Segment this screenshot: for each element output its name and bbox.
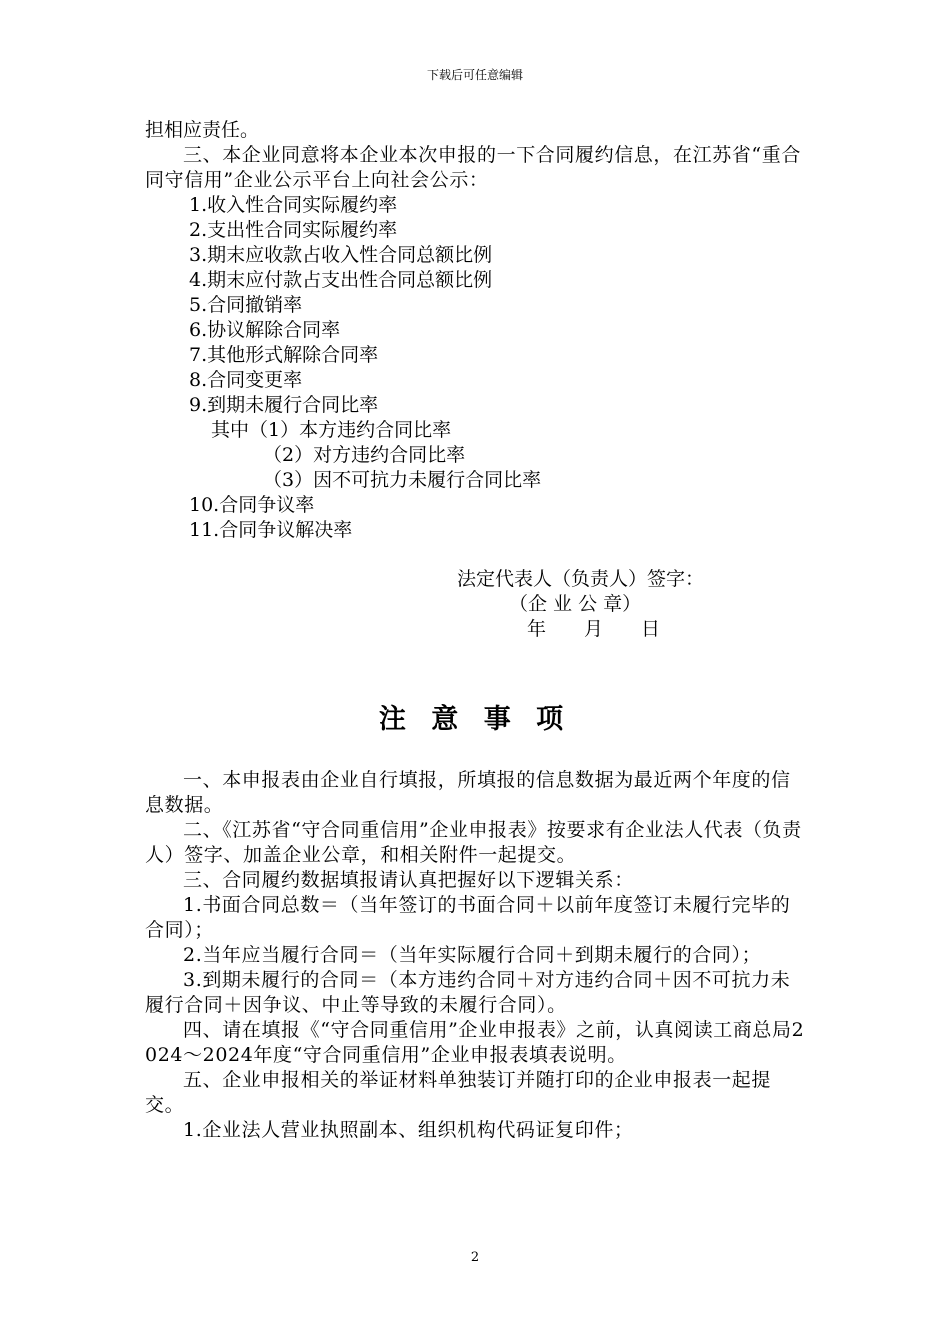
list-item: 9.到期未履行合同比率 bbox=[189, 394, 379, 416]
signature-label: 法定代表人（负责人）签字： bbox=[457, 568, 705, 590]
list-item: 7.其他形式解除合同率 bbox=[189, 344, 379, 366]
header-note: 下载后可任意编辑 bbox=[426, 68, 523, 82]
notice-paragraph: 二、《江苏省“守合同重信用”企业申报表》按要求有企业法人代表（负责人）签字、加盖企业公章，和相关附件一起提交。 bbox=[145, 819, 802, 866]
notice-paragraph: 三、合同履约数据填报请认真把握好以下逻辑关系： bbox=[183, 869, 634, 891]
notice-paragraph: 四、请在填报《“守合同重信用”企业申报表》之前，认真阅读工商总局2024～2024年度“守合同重信用”企业申报表填表说明。 bbox=[145, 1019, 805, 1066]
notice-paragraph: 五、企业申报相关的举证材料单独装订并随打印的企业申报表一起提交。 bbox=[145, 1069, 772, 1116]
list-item: 2.支出性合同实际履约率 bbox=[189, 219, 398, 241]
date-label: 年 月 日 bbox=[527, 618, 661, 640]
notice-title: 注 意 事 项 bbox=[378, 704, 572, 735]
list-item: 10.合同争议率 bbox=[189, 494, 315, 516]
company-seal-label: （企 业 公 章） bbox=[509, 593, 642, 615]
notice-paragraph: 3.到期未履行的合同＝（本方违约合同＋对方违约合同＋因不可抗力未履行合同＋因争议、中止等导致的未履行合同）。 bbox=[145, 969, 791, 1016]
page-number: 2 bbox=[470, 1250, 480, 1265]
signature-block bbox=[145, 567, 805, 643]
list-item: 5.合同撤销率 bbox=[189, 294, 303, 316]
list-item: 1.收入性合同实际履约率 bbox=[189, 194, 398, 216]
paragraph-publicity-consent: 三、本企业同意将本企业本次申报的一下合同履约信息，在江苏省“重合同守信用”企业公示平台上向社会公示： bbox=[145, 144, 801, 191]
list-item: 3.期末应收款占收入性合同总额比例 bbox=[189, 244, 493, 266]
notice-paragraph: 1.企业法人营业执照副本、组织机构代码证复印件； bbox=[183, 1119, 634, 1141]
document-body bbox=[145, 118, 805, 1143]
sub-list-item: （2）对方违约合同比率 bbox=[263, 444, 466, 466]
notice-paragraph: 2.当年应当履行合同＝（当年实际履行合同＋到期未履行的合同）； bbox=[183, 944, 762, 966]
list-item: 4.期末应付款占支出性合同总额比例 bbox=[189, 269, 493, 291]
notice-paragraph: 一、本申报表由企业自行填报，所填报的信息数据为最近两个年度的信息数据。 bbox=[145, 769, 791, 816]
sub-list-item: 其中（1）本方违约合同比率 bbox=[211, 419, 452, 441]
list-item: 6.协议解除合同率 bbox=[189, 319, 341, 341]
sub-list-item: （3）因不可抗力未履行合同比率 bbox=[263, 469, 542, 491]
notice-paragraph: 1.书面合同总数＝（当年签订的书面合同＋以前年度签订未履行完毕的合同）； bbox=[145, 894, 791, 941]
list-item: 8.合同变更率 bbox=[189, 369, 303, 391]
text-line: 担相应责任。 bbox=[145, 119, 260, 141]
list-item: 11.合同争议解决率 bbox=[189, 519, 353, 541]
